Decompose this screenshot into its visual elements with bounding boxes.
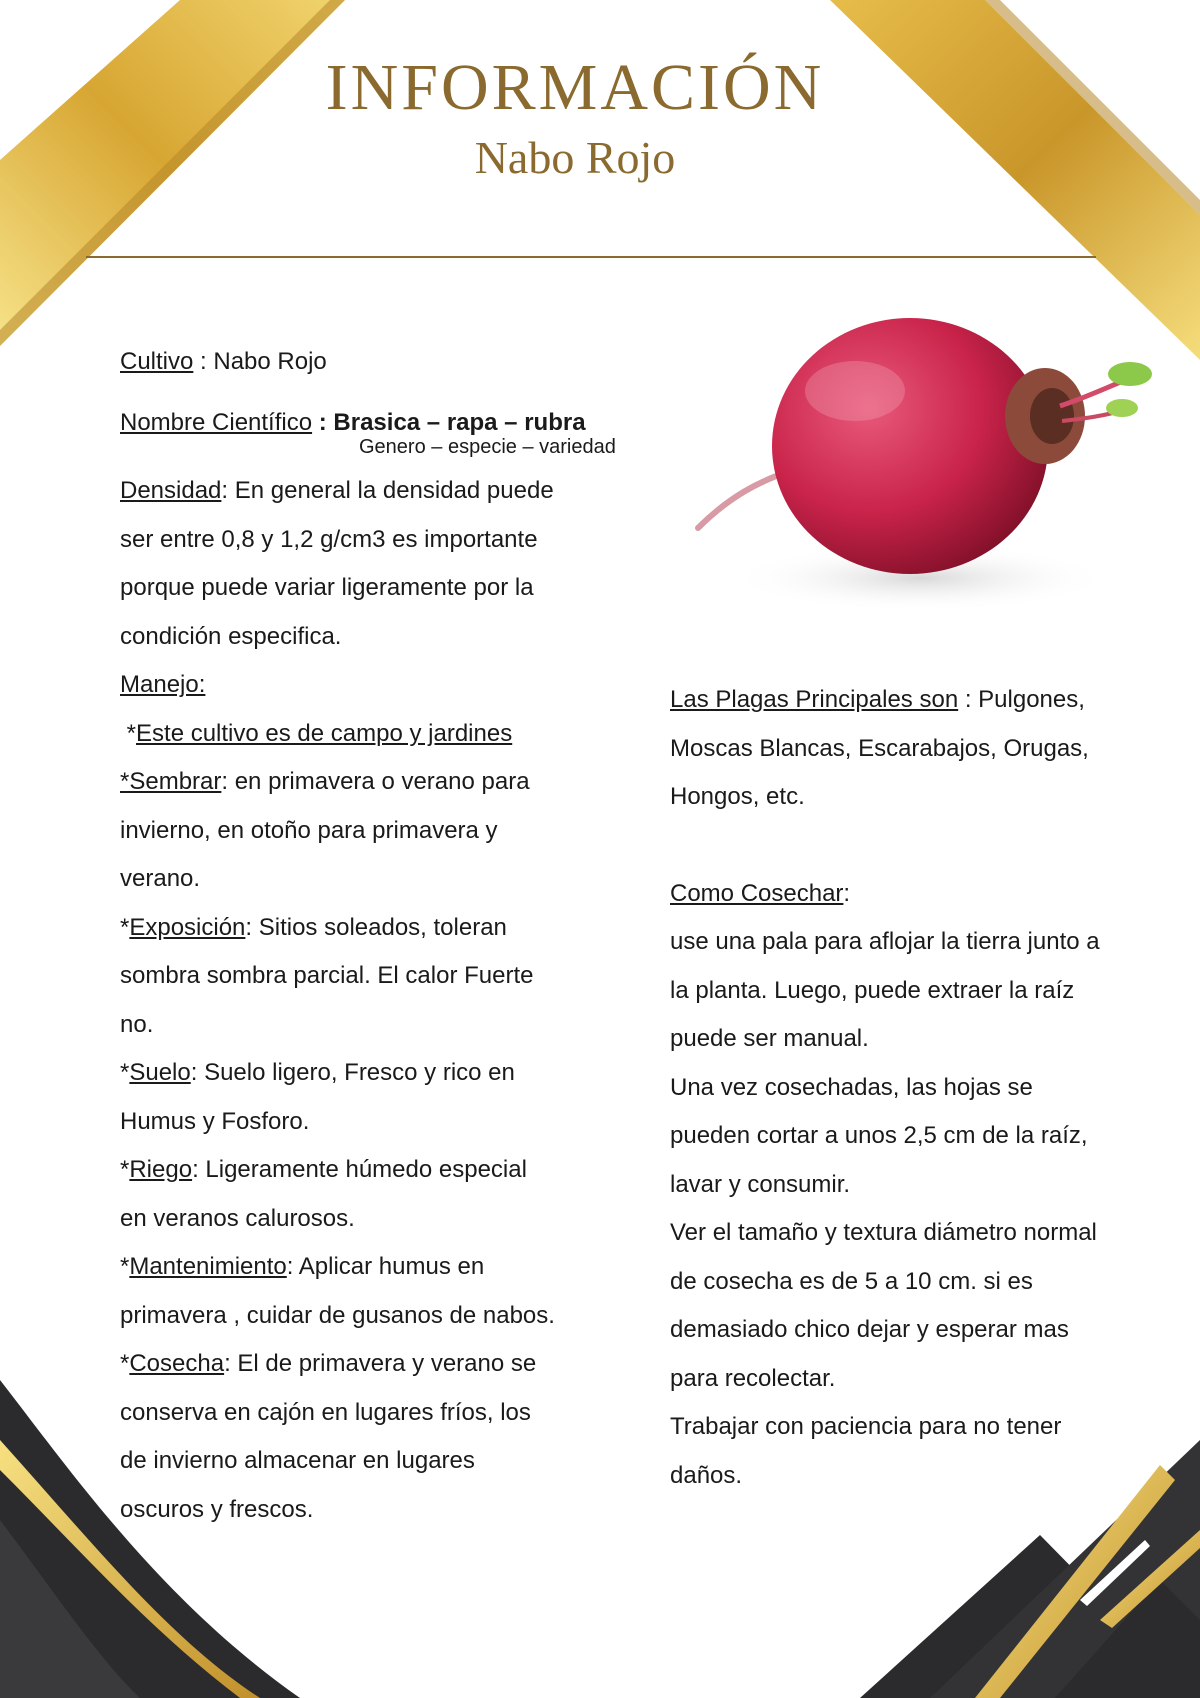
density-row: Densidad: En general la densidad puede [120,477,554,504]
right-column: Las Plagas Principales son : Pulgones, Moscas Blancas, Escarabajos, Orugas, Hongos, etc. Como Cosechar: use una pala para aflojar la tierra junto a la planta. Luego, puede extraer la raíz puede ser manual. Una vez cosechadas, las hojas se pueden cortar a unos 2,5 cm de la raíz, lavar y consumir. Ver el tamaño y textura diámetro normal de cosecha es de 5 a 10 cm. si es demasiado chico dejar y esperar mas para recolectar. Trabajar con paciencia para no tener daños. [670,676,1170,1500]
plagas-label: Las Plagas Principales son [670,686,959,713]
page-title: INFORMACIÓN [325,51,825,124]
mantenimiento-row: *Mantenimiento: Aplicar humus en [120,1253,485,1280]
header-divider [86,256,1096,258]
exposicion-row: *Exposición: Sitios soleados, toleran [120,913,507,941]
cosecha-row: *Cosecha: El de primavera y verano se [120,1350,537,1377]
riego-row: *Riego: Ligeramente húmedo especial [120,1156,527,1183]
red-turnip-image [690,296,1160,626]
header [0,48,1150,188]
plagas-row: Las Plagas Principales son : Pulgones, [670,686,1085,713]
page-subtitle: Nabo Rojo [474,132,676,183]
cultivo-value: : Nabo Rojo [193,348,327,375]
scientific-name-label: Nombre Científico [120,408,313,436]
campo-row: *Este cultivo es de campo y jardines [120,719,513,747]
manejo-heading: Manejo: [120,671,206,698]
scientific-name-note: Genero – especie – variedad [359,436,616,458]
density-label: Densidad [120,477,222,504]
scientific-name-value: : Brasica – rapa – rubra [312,408,586,436]
cosechar-heading: Como Cosechar: [670,879,851,907]
suelo-row: *Suelo: Suelo ligero, Fresco y rico en [120,1059,515,1086]
cultivo-row [120,338,650,387]
left-column: Cultivo : Nabo Rojo Nombre Científico : Brasica – rapa – rubra Genero – especie – variedad Densidad: En general la densidad puede ser entre 0,8 y 1,2 g/cm3 es importante porque puede variar ligeramente por la condición especifica. Manejo: *Este cultivo es de campo y jardines *Sembrar: en primavera o verano para invierno, en otoño para primavera y verano. *Exposición: Sitios soleados, toleran sombra sombra parcial. El calor Fuerte no. *Suelo: Suelo ligero, Fresco y rico en Humus y Fosforo. *Riego: Ligeramente húmedo especial en veranos calurosos. *Mantenimiento: Aplicar humus en primavera , cuidar de gusanos de nabos. *Cosecha: El de primavera y verano se conserva en cajón en lugares fríos, los de invierno almacenar en lugares oscuros y frescos. [120,338,650,1534]
cultivo-label: Cultivo [120,348,194,375]
sembrar-row: *Sembrar: en primavera o verano para [120,768,530,795]
